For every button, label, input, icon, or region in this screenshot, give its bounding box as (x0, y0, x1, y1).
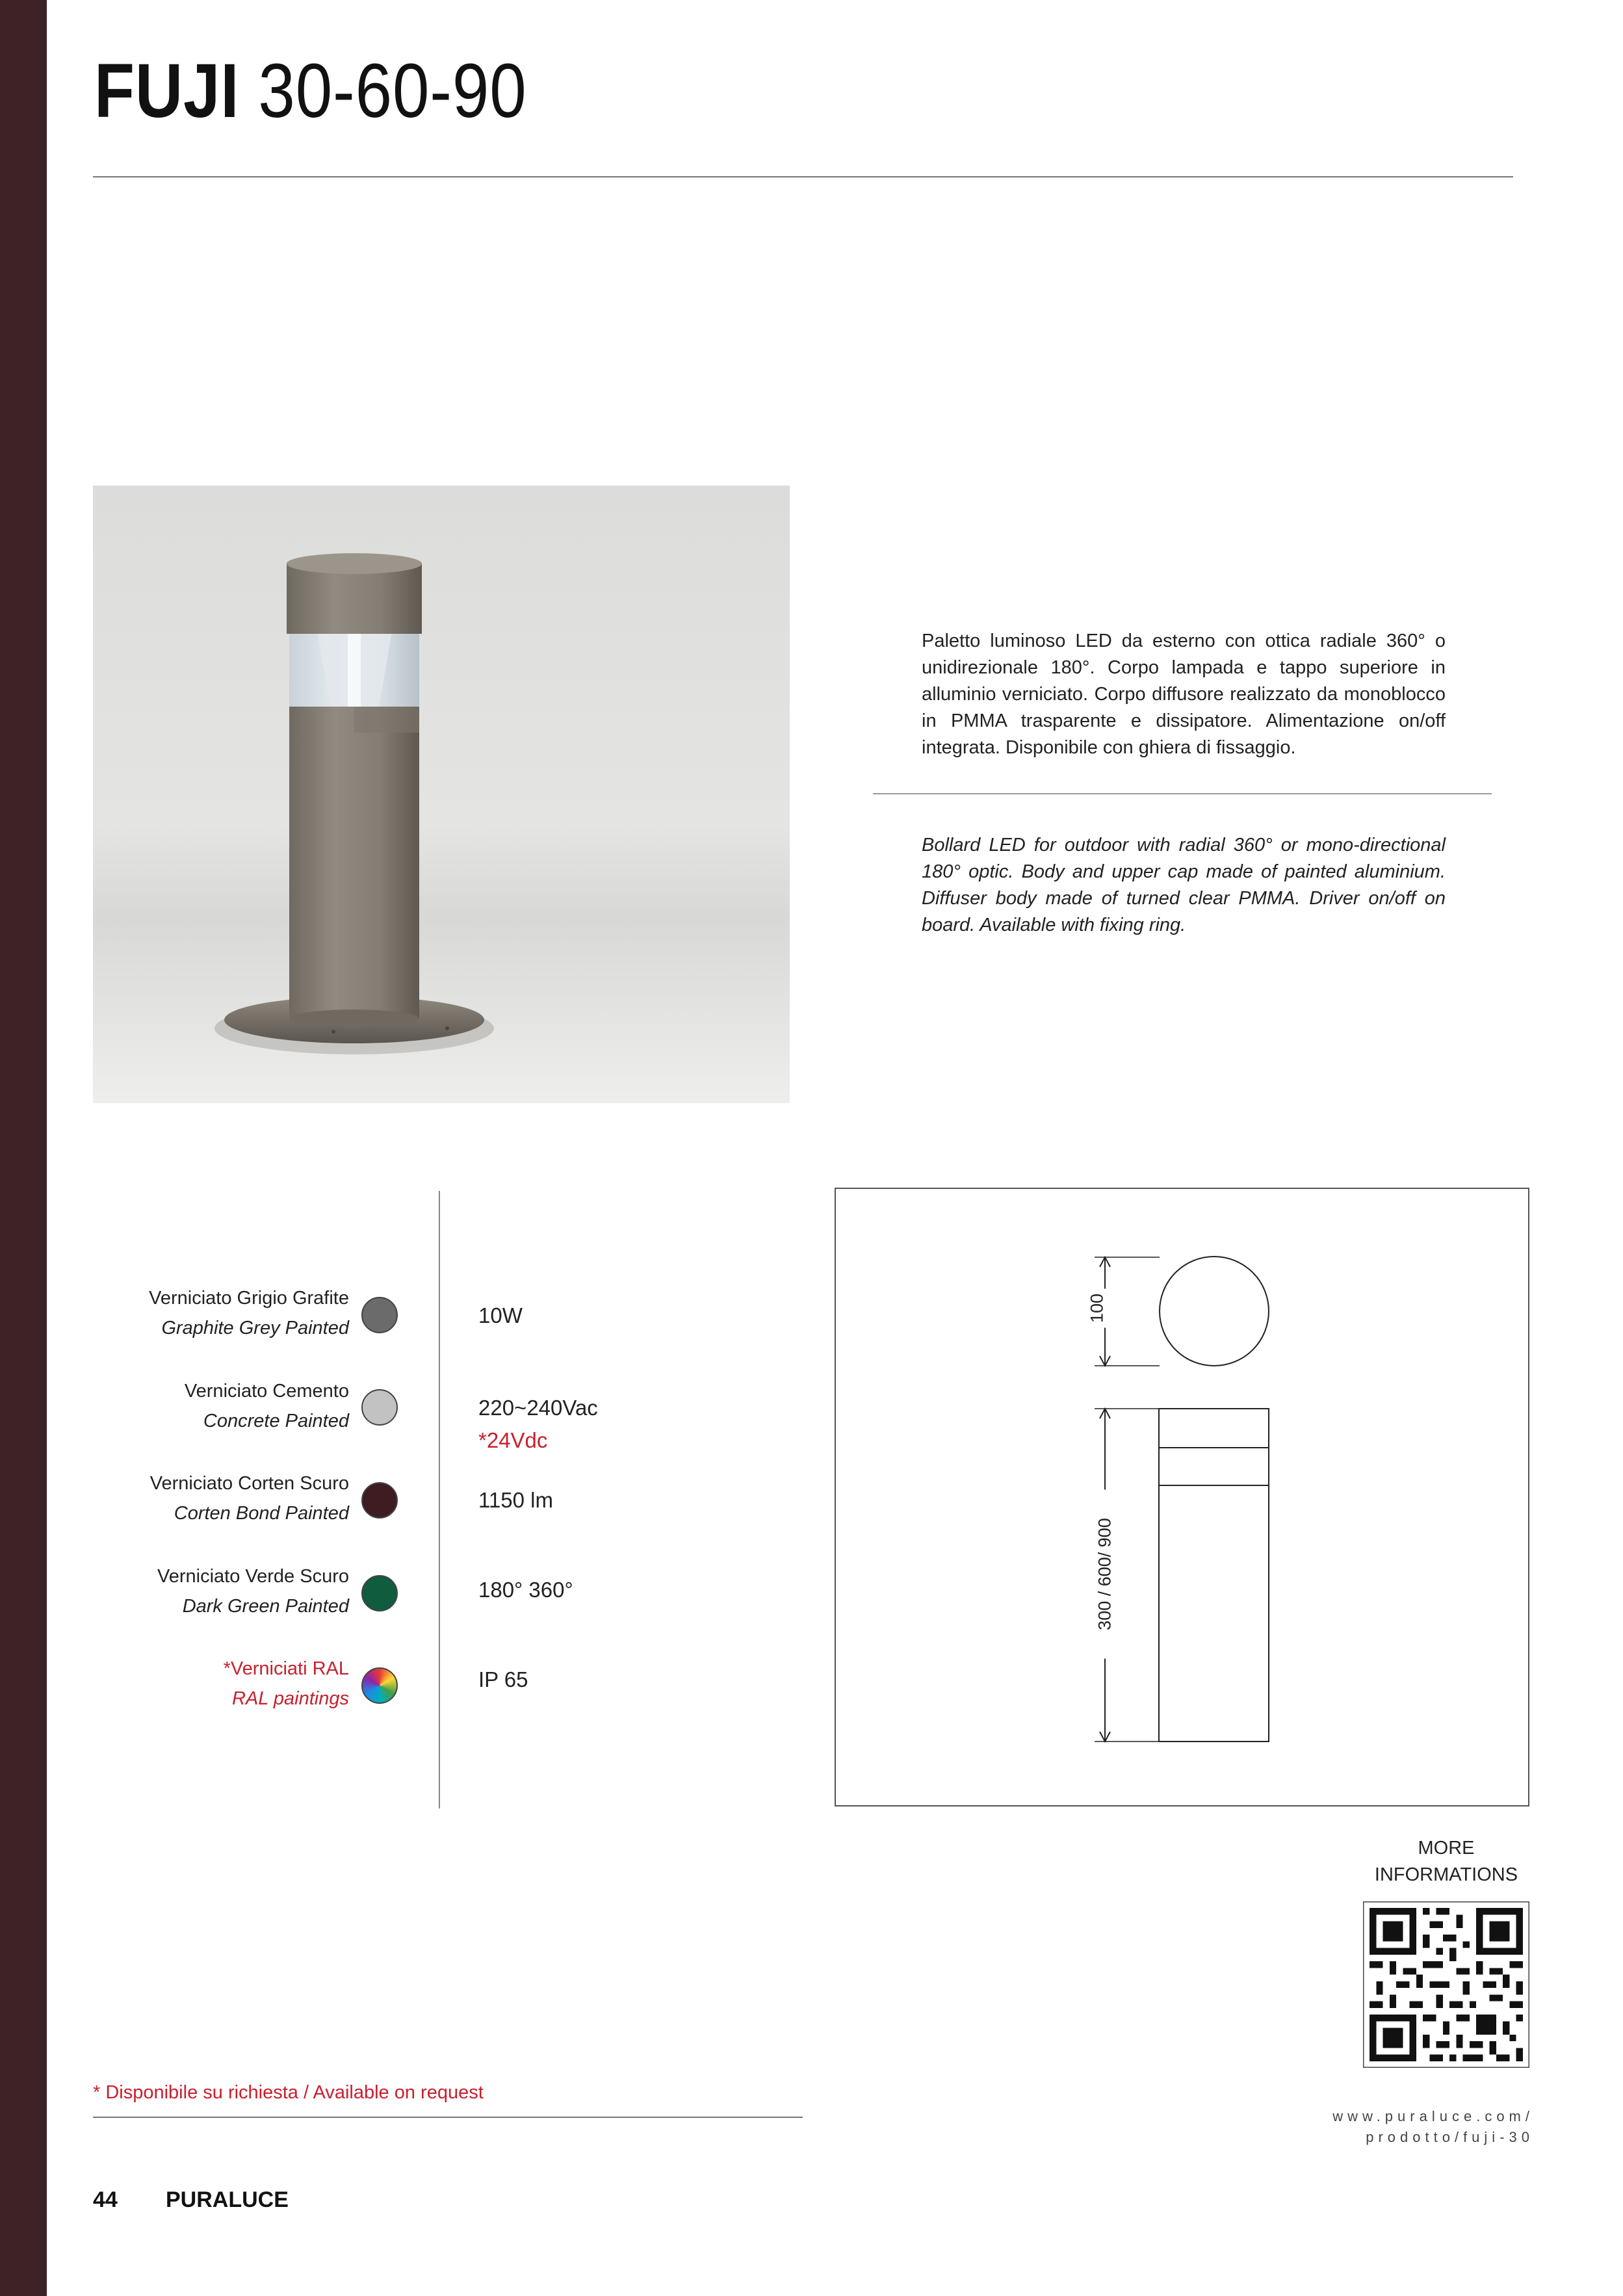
product-photo (93, 486, 790, 1103)
product-url[interactable] (1326, 2106, 1534, 2148)
top-view-circle (1160, 1257, 1269, 1366)
availability-note: * Disponibile su richiesta / Available on request (93, 2082, 484, 2103)
finish-concrete-label (185, 1376, 349, 1436)
finish-corten-en: Corten Bond Painted (174, 1503, 349, 1524)
drawing-svg (836, 1189, 1528, 1805)
swatch-graphite-grey (361, 1297, 398, 1333)
qr-code-icon[interactable] (1363, 1901, 1529, 2068)
finish-green-it: Verniciato Verde Scuro (157, 1566, 349, 1587)
finish-corten-label (150, 1468, 349, 1528)
side-view-body (1159, 1409, 1269, 1742)
finish-graphite-label (149, 1283, 349, 1343)
spec-voltage: 220~240Vac (478, 1396, 598, 1420)
brand-name: PURALUCE (166, 2187, 289, 2212)
page-sidebar-band (0, 0, 47, 2296)
note-divider (93, 2117, 803, 2118)
bollard-illustration (93, 486, 790, 1103)
description-divider (873, 793, 1492, 794)
url-line2: prodotto/fuji-30 (1366, 2129, 1534, 2145)
swatch-corten (361, 1482, 398, 1519)
finish-corten-it: Verniciato Corten Scuro (149, 1473, 349, 1494)
more-informations-label (1352, 1835, 1540, 1888)
title-product-name: FUJI (94, 48, 240, 134)
finish-graphite-en: Graphite Grey Painted (161, 1318, 349, 1338)
finish-ral-label (224, 1654, 349, 1714)
url-line1: www.puraluce.com/ (1332, 2108, 1534, 2124)
description-italian: Paletto luminoso LED da esterno con ottica radiale 360° o unidirezionale 180°. Corpo lampada e tappo superiore in alluminio verniciato. Corpo diffusore realizzato da monoblocco in PMMA trasparente e dissipatore. Alimentazione on/off integrata. Disponibile con ghiera di fissaggio. (922, 631, 1446, 758)
finish-concrete-en: Concrete Painted (203, 1411, 349, 1431)
finish-graphite-it: Verniciato Grigio Grafite (149, 1288, 349, 1309)
spec-ip-rating: IP 65 (478, 1667, 528, 1691)
spec-voltage-alt: *24Vdc (478, 1428, 548, 1452)
more-line1: MORE (1418, 1838, 1475, 1859)
spec-voltage-block (478, 1392, 598, 1457)
spec-lumen: 1150 lm (478, 1488, 553, 1512)
technical-drawing (835, 1188, 1529, 1807)
finish-ral-en: RAL paintings (231, 1688, 349, 1709)
spec-beam-angle: 180° 360° (478, 1578, 573, 1602)
description-english: Bollard LED for outdoor with radial 360° or mono-directional 180° optic. Body and upper cap made of painted aluminium. Diffuser body made of turned clear PMMA. Driver on/off on board. Available with fixing ring. (922, 835, 1446, 935)
swatch-dark-green (361, 1575, 398, 1611)
finish-ral-it: *Verniciati RAL (223, 1658, 349, 1679)
swatch-concrete (361, 1389, 398, 1426)
finish-green-label (157, 1561, 349, 1621)
page-title (94, 46, 527, 137)
spec-power: 10W (478, 1303, 523, 1327)
title-product-sizes: 30-60-90 (258, 48, 527, 134)
finish-green-en: Dark Green Painted (182, 1596, 349, 1617)
more-line2: INFORMATIONS (1374, 1864, 1518, 1885)
title-divider (93, 176, 1513, 177)
swatch-ral-multicolor (361, 1667, 398, 1704)
dimension-diameter-label: 100 (1087, 1289, 1108, 1328)
specs-divider (439, 1191, 440, 1808)
finish-concrete-it: Verniciato Cemento (184, 1381, 349, 1402)
dimension-height-label: 300 / 600/ 900 (1095, 1490, 1115, 1659)
page-number: 44 (93, 2187, 118, 2212)
